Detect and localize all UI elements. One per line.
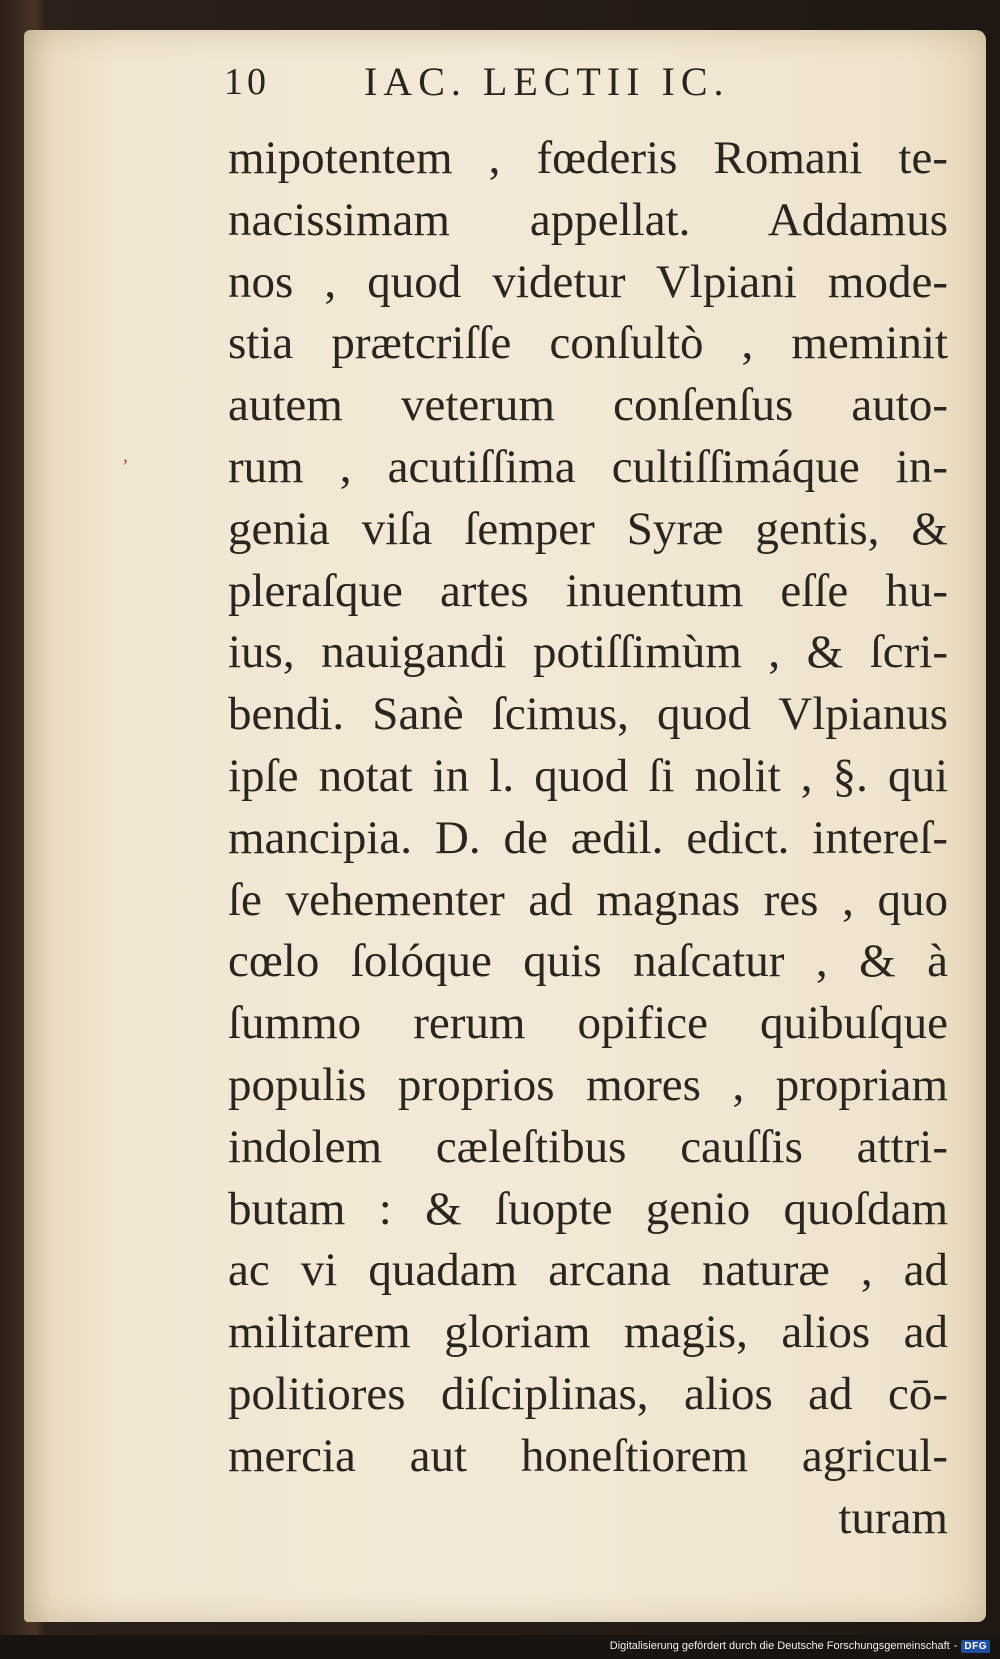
body-text [228,128,948,1549]
text-line: cœlo ſolóque quis naſcatur , & à [228,935,948,988]
catchword: turam [838,1491,948,1544]
text-line: nos , quod videtur Vlpiani mode- [228,255,948,308]
text-line: mercia aut honeſtiorem agricul- [228,1429,948,1482]
margin-mark: ʼ [122,456,129,478]
text-line: ipſe notat in l. quod ſi nolit , §. qui [228,749,948,802]
running-title: IAC. LECTII IC. [364,59,730,104]
text-line: bendi. Sanè ſcimus, quod Vlpianus [228,688,948,741]
text-line: populis proprios mores , propriam [228,1058,948,1111]
text-line: stia prætcriſſe conſultò , meminit [228,317,948,370]
text-line: nacissimam appellat. Addamus [228,193,948,246]
text-line: militarem gloriam magis, alios ad [228,1306,948,1359]
text-line: autem veterum conſenſus auto- [228,379,948,432]
digitization-credit: Digitalisierung gefördert durch die Deutsche Forschungsgemeinschaft - DFG [610,1637,990,1655]
running-head [224,52,784,112]
credit-text: Digitalisierung gefördert durch die Deutsche Forschungsgemeinschaft [609,1640,950,1652]
text-line: mancipia. D. de ædil. edict. intereſ- [228,811,948,864]
text-line: rum , acutiſſima cultiſſimáque in- [228,440,948,493]
text-line: pleraſque artes inuentum eſſe hu- [228,564,948,617]
dfg-logo: DFG [961,1640,990,1653]
text-line: ſummo rerum opifice quibuſque [228,997,948,1050]
text-line: ac vi quadam arcana naturæ , ad [228,1244,948,1297]
text-line: politiores diſciplinas, alios ad cō- [228,1367,948,1420]
text-line: mipotentem , fœderis Romani te- [228,132,948,184]
text-line: ſe vehementer ad magnas res , quo [228,873,948,926]
page-number: 10 [224,61,270,103]
text-line: indolem cæleſtibus cauſſis attri- [228,1120,948,1173]
text-line: ius, nauigandi potiſſimùm , & ſcri- [228,626,948,679]
text-line: genia viſa ſemper Syræ gentis, & [228,502,948,555]
book-page [24,30,986,1622]
text-line: butam : & ſuopte genio quoſdam [228,1182,948,1235]
